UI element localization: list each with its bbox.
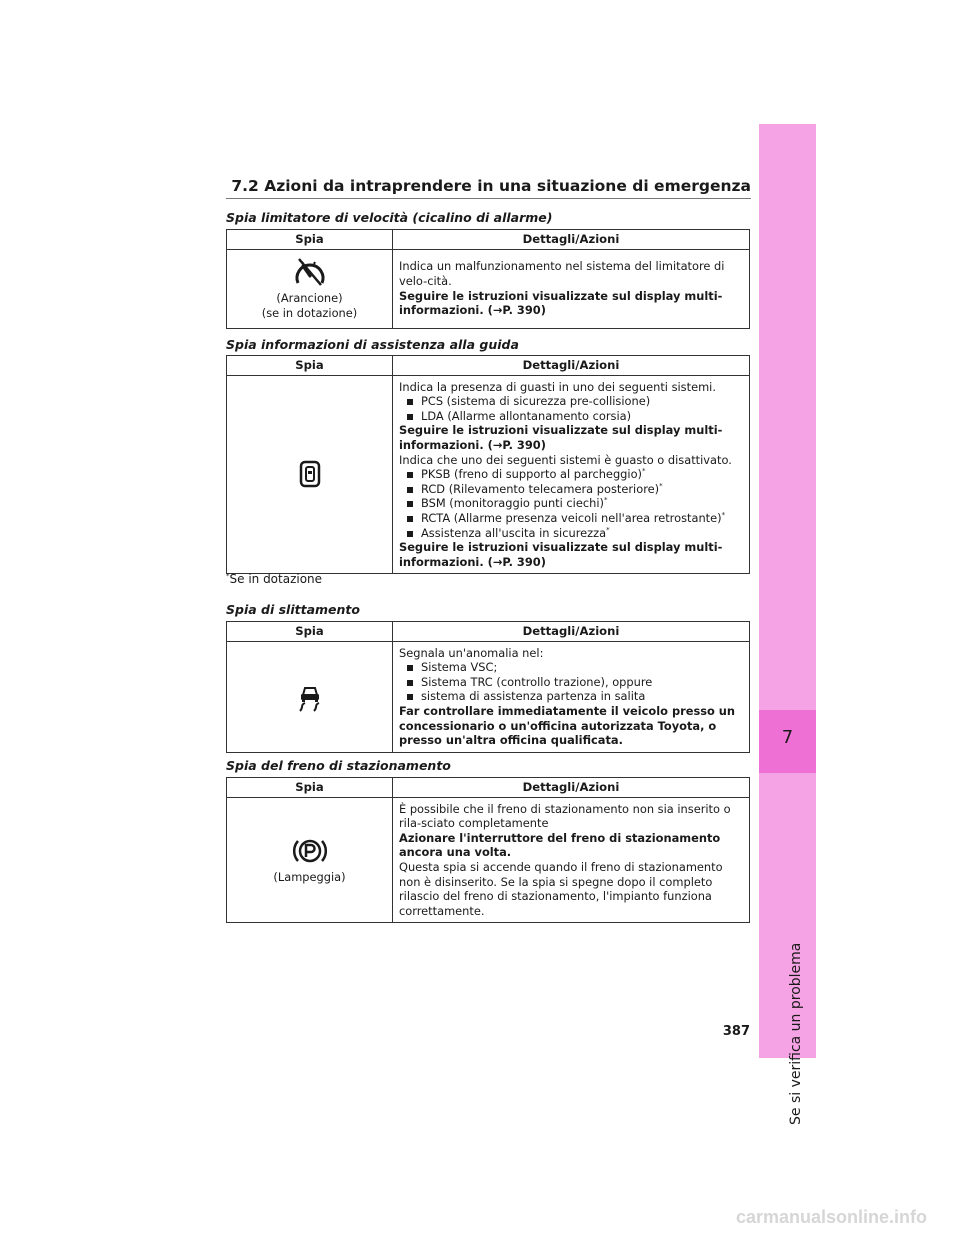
icon-cell (227, 641, 393, 752)
list-item: Sistema TRC (controllo trazione), oppure (399, 675, 743, 690)
table-header (227, 778, 750, 798)
icon-cell (227, 375, 393, 574)
list-item: Assistenza all'uscita in sicurezza* (399, 526, 743, 541)
section-title-speed-limiter: Spia limitatore di velocità (cicalino di allarme) (226, 210, 553, 225)
list-item: PKSB (freno di supporto al parcheggio)* (399, 467, 743, 482)
col-details: Dettagli/Azioni (393, 622, 750, 642)
section-title-parking-brake: Spia del freno di stazionamento (226, 758, 451, 773)
table-row (227, 375, 750, 574)
col-spia: Spia (227, 230, 393, 250)
footnote: *Se in dotazione (226, 572, 323, 586)
header-rule (226, 198, 751, 199)
table-row (227, 641, 750, 752)
watermark: carmanualsonline.info (736, 1207, 928, 1227)
list-item: sistema di assistenza partenza in salita (399, 689, 743, 704)
table-row (227, 249, 750, 328)
table-driving-assist (226, 355, 750, 574)
table-speed-limiter (226, 229, 750, 329)
list-item: Sistema VSC; (399, 660, 743, 675)
driving-assist-info-icon (299, 460, 321, 488)
col-spia: Spia (227, 778, 393, 798)
list-item: RCTA (Allarme presenza veicoli nell'area retrostante)* (399, 511, 743, 526)
details-cell: Segnala un'anomalia nel: Sistema VSC; Sistema TRC (controllo trazione), oppure sistema di assistenza partenza in salita Far controllare immediatamente il veicolo presso un concessionario o un'officina autorizzata Toyota, o presso un'altra officina qualificata. (393, 641, 750, 752)
col-spia: Spia (227, 622, 393, 642)
chapter-number: 7 (781, 727, 794, 748)
list-item: RCD (Rilevamento telecamera posteriore)* (399, 482, 743, 497)
col-details: Dettagli/Azioni (393, 778, 750, 798)
page-number: 387 (722, 1024, 750, 1039)
icon-caption: (Arancione) (se in dotazione) (261, 291, 358, 320)
details-cell: È possibile che il freno di stazionamento non sia inserito o rila-sciato completamente Azionare l'interruttore del freno di stazionamento ancora una volta. Questa spia si accende quando il freno di stazionamento non è disinserito. Se la spia si spegne dopo il completo rilascio del freno di stazionamento, l'impianto funziona correttamente. (393, 797, 750, 923)
list-item: PCS (sistema di sicurezza pre-collisione) (399, 394, 743, 409)
list-item: BSM (monitoraggio punti ciechi)* (399, 496, 743, 511)
table-parking-brake (226, 777, 750, 923)
details-cell: Indica un malfunzionamento nel sistema del limitatore di velo-cità. Seguire le istruzioni visualizzate sul display multi-informazioni. (→P. 390) (393, 249, 750, 328)
slip-indicator-icon (296, 682, 324, 712)
col-details: Dettagli/Azioni (393, 230, 750, 250)
list-item: LDA (Allarme allontanamento corsia) (399, 409, 743, 424)
table-header (227, 622, 750, 642)
table-header (227, 230, 750, 250)
icon-caption: (Lampeggia) (273, 869, 346, 884)
col-spia: Spia (227, 356, 393, 376)
section-title-slip: Spia di slittamento (226, 602, 360, 617)
parking-brake-icon (293, 836, 327, 866)
section-header: 7.2 Azioni da intraprendere in una situazione di emergenza (231, 177, 751, 195)
table-row (227, 797, 750, 923)
chapter-sidebar (759, 124, 816, 1058)
table-slip (226, 621, 750, 753)
icon-cell (227, 797, 393, 923)
chapter-title: Se si verifica un problema (788, 942, 804, 1125)
col-details: Dettagli/Azioni (393, 356, 750, 376)
speed-limiter-icon (293, 257, 327, 287)
section-title-driving-assist: Spia informazioni di assistenza alla guida (226, 337, 519, 352)
table-header (227, 356, 750, 376)
icon-cell (227, 249, 393, 328)
details-cell: Indica la presenza di guasti in uno dei seguenti sistemi. PCS (sistema di sicurezza pre-collisione) LDA (Allarme allontanamento corsia) Seguire le istruzioni visualizzate sul display multi-informazioni. (→P. 390) Indica che uno dei seguenti sistemi è guasto o disattivato. PKSB (freno di supporto al parcheggio)* RCD (Rilevamento telecamera posteriore)* BSM (monitoraggio punti ciechi)* RCTA (Allarme presenza veicoli nell'area retrostante)* Assistenza all'uscita in sicurezza* Seguire le istruzioni visualizzate sul display multi-informazioni. (→P. 390) (393, 375, 750, 574)
